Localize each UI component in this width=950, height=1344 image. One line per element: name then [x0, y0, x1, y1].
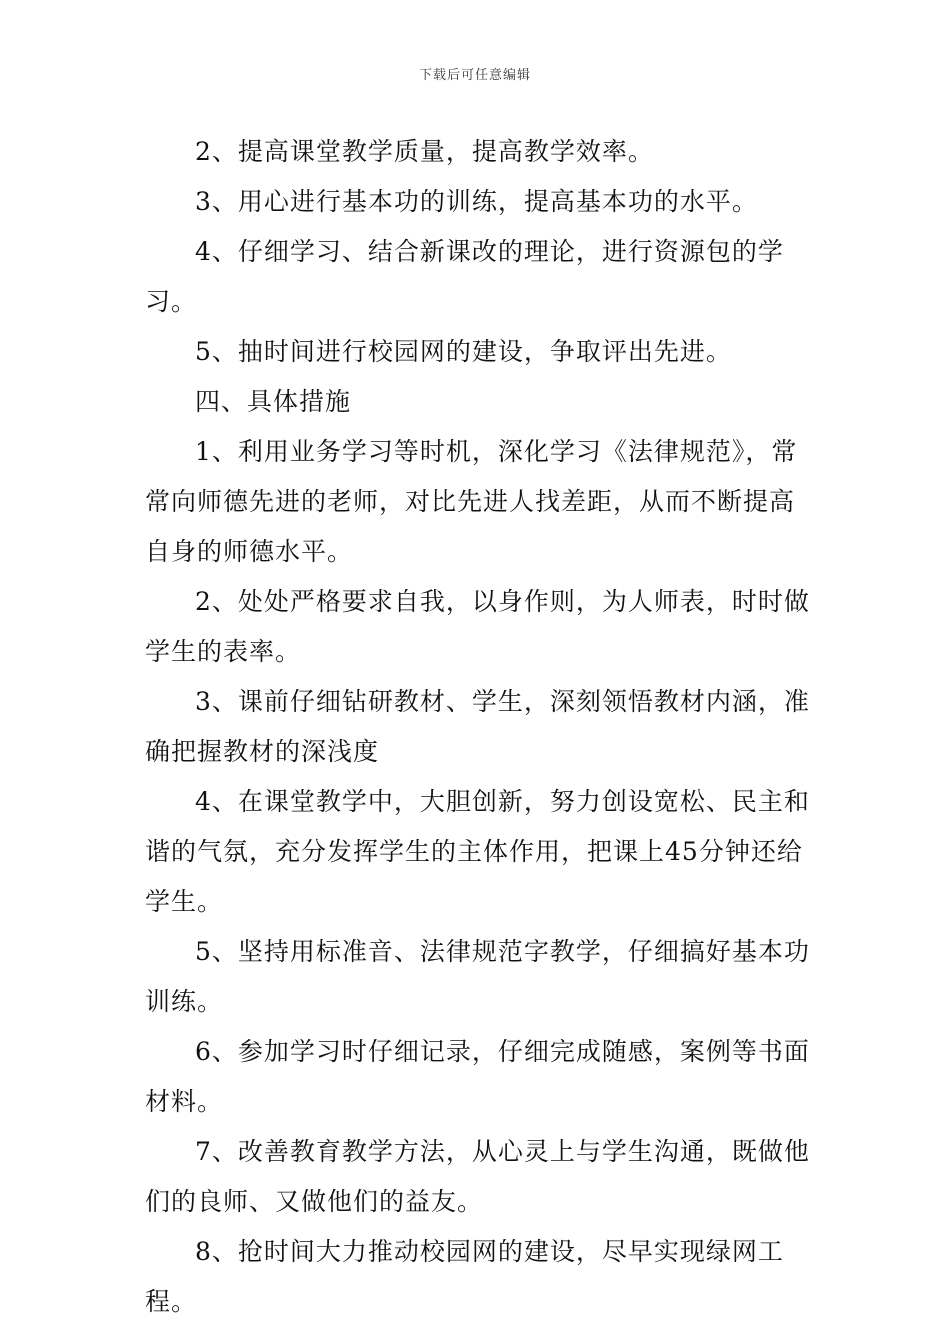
paragraph-measure-3: 3、课前仔细钻研教材、学生，深刻领悟教材内涵，准确把握教材的深浅度 [145, 687, 810, 766]
paragraph-measure-1: 1、利用业务学习等时机，深化学习《法律规范》，常常向师德先进的老师，对比先进人找差距，从而不断提高自身的师德水平。 [145, 437, 798, 566]
paragraph-goal-3: 3、用心进行基本功的训练，提高基本功的水平。 [195, 187, 758, 216]
section-heading-measures: 四、具体措施 [195, 387, 352, 416]
paragraph-goal-4: 4、仔细学习、结合新课改的理论，进行资源包的学习。 [145, 237, 784, 316]
paragraph-measure-7: 7、改善教育教学方法，从心灵上与学生沟通，既做他们的良师、又做他们的益友。 [145, 1137, 810, 1216]
paragraph-measure-2: 2、处处严格要求自我，以身作则，为人师表，时时做学生的表率。 [145, 587, 810, 666]
paragraph-measure-8: 8、抢时间大力推动校园网的建设，尽早实现绿网工程。 [145, 1237, 784, 1316]
paragraph-measure-4: 4、在课堂教学中，大胆创新，努力创设宽松、民主和谐的气氛，充分发挥学生的主体作用，把课上45分钟还给学生。 [145, 787, 810, 916]
paragraph-goal-5: 5、抽时间进行校园网的建设，争取评出先进。 [195, 337, 732, 366]
document-body [145, 127, 815, 1327]
header-note: 下载后可任意编辑 [418, 68, 531, 83]
paragraph-measure-5: 5、坚持用标准音、法律规范字教学，仔细搞好基本功训练。 [145, 937, 810, 1016]
paragraph-measure-6: 6、参加学习时仔细记录，仔细完成随感，案例等书面材料。 [145, 1037, 810, 1116]
paragraph-goal-2: 2、提高课堂教学质量，提高教学效率。 [195, 137, 654, 166]
